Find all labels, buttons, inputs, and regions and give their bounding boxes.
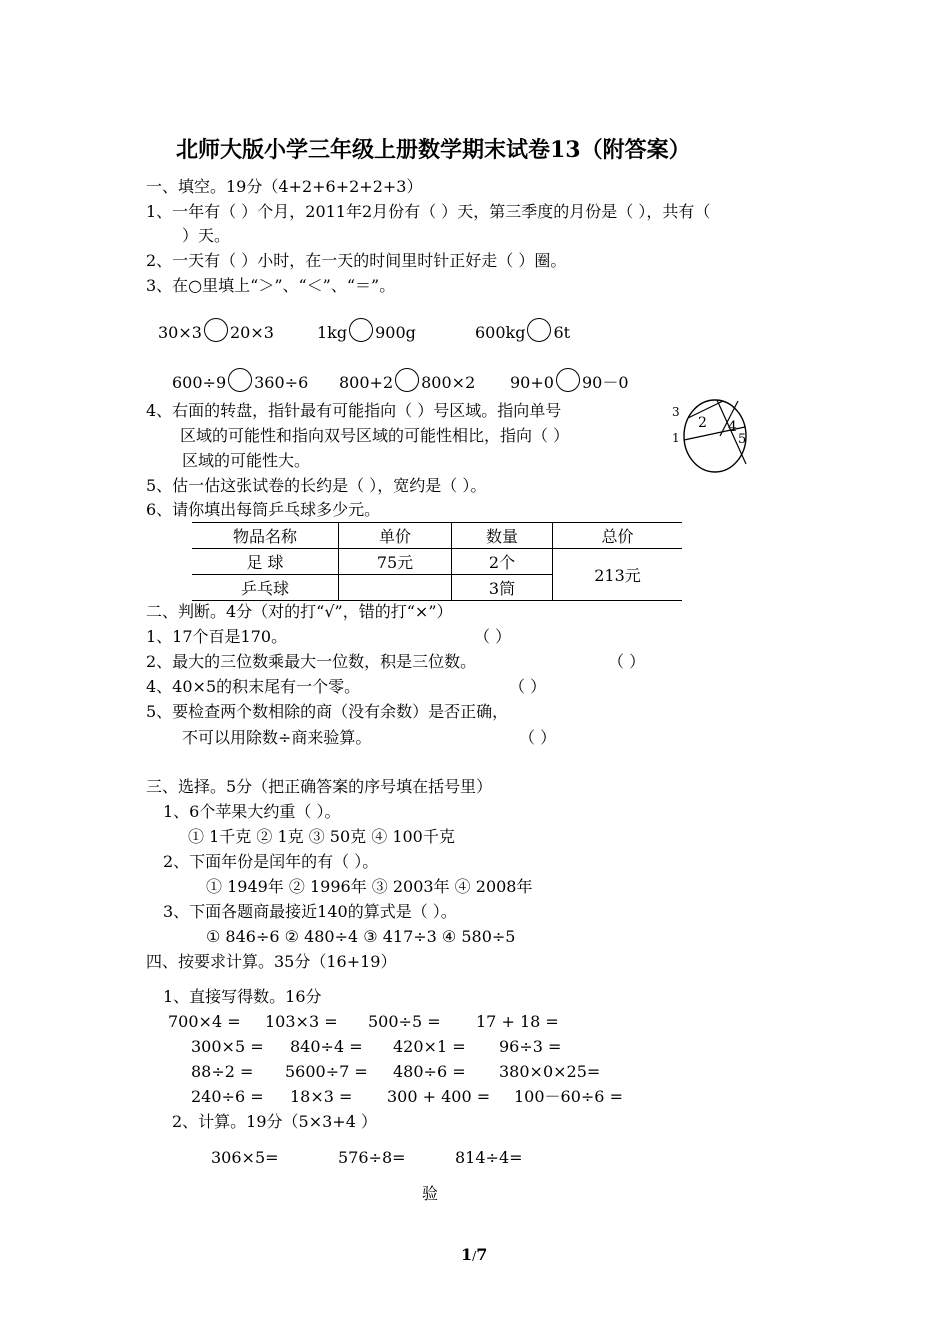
s2-question-5: 5、要检查两个数相除的商（没有余数）是否正确， bbox=[146, 702, 509, 721]
table-cell: 2个 bbox=[452, 549, 553, 575]
page-separator: / bbox=[472, 1249, 477, 1263]
written-calc-item: 306×5= bbox=[211, 1148, 279, 1167]
s1-question-1: 1、一年有（ ）个月，2011年2月份有（ ）天，第三季度的月份是（ ），共有（ bbox=[146, 202, 711, 221]
table-header: 物品名称 bbox=[192, 523, 339, 549]
oral-calc-item: 840÷4 = bbox=[290, 1037, 363, 1056]
compare-right: 20×3 bbox=[229, 323, 274, 342]
answer-paren[interactable]: （ ） bbox=[608, 652, 646, 671]
section-2-heading: 二、判断。4分（对的打“√”，错的打“×”） bbox=[146, 602, 453, 621]
oral-calc-item: 240÷6 = bbox=[191, 1087, 264, 1106]
table-header-row bbox=[192, 523, 682, 549]
s1-question-6: 6、请你填出每筒乒乓球多少元。 bbox=[146, 500, 381, 519]
table-header: 数量 bbox=[452, 523, 553, 549]
compare-right: 90－0 bbox=[581, 373, 629, 392]
compare-left: 90+0 bbox=[510, 373, 554, 392]
spinner-label: 3 bbox=[672, 405, 680, 419]
compare-item bbox=[510, 368, 629, 394]
s3-question-2: 2、下面年份是闰年的有（ ）。 bbox=[163, 852, 379, 871]
oral-calc-item: 300 + 400 = bbox=[387, 1087, 491, 1106]
compare-item bbox=[317, 318, 416, 344]
s1-question-1-cont: ）天。 bbox=[182, 226, 231, 245]
spinner-label: 1 bbox=[672, 431, 680, 445]
oral-calc-item: 88÷2 = bbox=[191, 1062, 254, 1081]
spinner-label: 2 bbox=[698, 415, 707, 431]
page-title: 北师大版小学三年级上册数学期末试卷13（附答案） bbox=[176, 137, 691, 163]
compare-circle[interactable] bbox=[349, 318, 373, 342]
compare-left: 30×3 bbox=[158, 323, 202, 342]
written-calc-item: 576÷8= bbox=[338, 1148, 406, 1167]
table-cell: 75元 bbox=[339, 549, 452, 575]
table-cell-total: 213元 bbox=[553, 549, 683, 601]
table-header: 单价 bbox=[339, 523, 452, 549]
compare-circle[interactable] bbox=[228, 368, 252, 392]
compare-right: 6t bbox=[553, 323, 571, 342]
s4-subheading-1: 1、直接写得数。16分 bbox=[163, 987, 322, 1006]
oral-calc-item: 103×3 = bbox=[265, 1012, 338, 1031]
s3-question-3: 3、下面各题商最接近140的算式是（ ）。 bbox=[163, 902, 457, 921]
oral-calc-item: 480÷6 = bbox=[393, 1062, 466, 1081]
oral-calc-item: 700×4 = bbox=[168, 1012, 241, 1031]
spinner-diagram bbox=[668, 396, 760, 480]
spinner-circle bbox=[684, 400, 746, 472]
compare-right: 360÷6 bbox=[254, 373, 309, 392]
oral-calc-item: 96÷3 = bbox=[499, 1037, 562, 1056]
table-cell-blank[interactable] bbox=[339, 575, 452, 601]
compare-right: 900g bbox=[375, 323, 416, 342]
table-header: 总价 bbox=[553, 523, 683, 549]
written-calc-item: 814÷4= bbox=[455, 1148, 523, 1167]
spinner-label: 5 bbox=[738, 432, 747, 447]
s2-question-1: 1、17个百是170。 bbox=[146, 627, 288, 646]
s4-subheading-2: 2、计算。19分（5×3+4 ） bbox=[172, 1112, 377, 1131]
s1-question-4-cont: 区域的可能性和指向双号区域的可能性相比，指向（ ） bbox=[180, 426, 570, 445]
s2-question-2: 2、最大的三位数乘最大一位数，积是三位数。 bbox=[146, 652, 477, 671]
check-label: 验 bbox=[422, 1184, 439, 1203]
page-current: 1 bbox=[461, 1245, 473, 1264]
section-4-heading: 四、按要求计算。35分（16+19） bbox=[146, 952, 397, 971]
compare-left: 1kg bbox=[317, 323, 348, 342]
s1-question-4: 4、右面的转盘，指针最有可能指向（ ）号区域。指向单号 bbox=[146, 401, 562, 420]
compare-circle[interactable] bbox=[556, 368, 580, 392]
s2-question-5-cont: 不可以用除数÷商来验算。 bbox=[182, 728, 372, 747]
oral-calc-item: 17 + 18 = bbox=[476, 1012, 559, 1031]
page-total: 7 bbox=[476, 1245, 488, 1264]
oral-calc-item: 380×0×25= bbox=[499, 1062, 601, 1081]
compare-item bbox=[475, 318, 570, 344]
compare-right: 800×2 bbox=[421, 373, 476, 392]
s3-question-1: 1、6个苹果大约重（ ）。 bbox=[163, 802, 341, 821]
s1-question-4-cont2: 区域的可能性大。 bbox=[182, 451, 311, 470]
oral-calc-item: 500÷5 = bbox=[368, 1012, 441, 1031]
s3-options-1: ① 1千克 ② 1克 ③ 50克 ④ 100千克 bbox=[188, 827, 455, 846]
table-cell: 乒乓球 bbox=[192, 575, 339, 601]
oral-calc-item: 420×1 = bbox=[393, 1037, 466, 1056]
compare-circle[interactable] bbox=[527, 318, 551, 342]
oral-calc-item: 100－60÷6 = bbox=[514, 1087, 623, 1106]
compare-item bbox=[339, 368, 475, 394]
compare-left: 800+2 bbox=[339, 373, 394, 392]
answer-paren[interactable]: （ ） bbox=[509, 677, 547, 696]
s1-question-2: 2、一天有（ ）小时，在一天的时间里时针正好走（ ）圈。 bbox=[146, 251, 567, 270]
table-cell: 3筒 bbox=[452, 575, 553, 601]
answer-paren[interactable]: （ ） bbox=[474, 627, 512, 646]
table-row bbox=[192, 549, 682, 575]
price-table bbox=[192, 522, 682, 601]
compare-circle[interactable] bbox=[204, 318, 228, 342]
spinner-label: 4 bbox=[728, 419, 737, 435]
s3-options-2: ① 1949年 ② 1996年 ③ 2003年 ④ 2008年 bbox=[206, 877, 533, 896]
table-cell: 足 球 bbox=[192, 549, 339, 575]
section-3-heading: 三、选择。5分（把正确答案的序号填在括号里） bbox=[146, 777, 493, 796]
s1-question-5: 5、估一估这张试卷的长约是（ ），宽约是（ ）。 bbox=[146, 476, 487, 495]
page-number bbox=[461, 1244, 487, 1267]
section-1-heading: 一、填空。19分（4+2+6+2+2+3） bbox=[146, 177, 423, 196]
compare-item bbox=[172, 368, 308, 394]
answer-paren[interactable]: （ ） bbox=[519, 728, 557, 747]
oral-calc-item: 300×5 = bbox=[191, 1037, 264, 1056]
compare-left: 600kg bbox=[475, 323, 526, 342]
compare-left: 600÷9 bbox=[172, 373, 227, 392]
s3-options-3: ① 846÷6 ② 480÷4 ③ 417÷3 ④ 580÷5 bbox=[206, 927, 516, 946]
s2-question-4: 4、40×5的积末尾有一个零。 bbox=[146, 677, 361, 696]
oral-calc-item: 18×3 = bbox=[290, 1087, 353, 1106]
compare-circle[interactable] bbox=[395, 368, 419, 392]
s1-question-3: 3、在○里填上“＞”、“＜”、“＝”。 bbox=[146, 276, 396, 295]
oral-calc-item: 5600÷7 = bbox=[285, 1062, 368, 1081]
compare-item bbox=[158, 318, 274, 344]
